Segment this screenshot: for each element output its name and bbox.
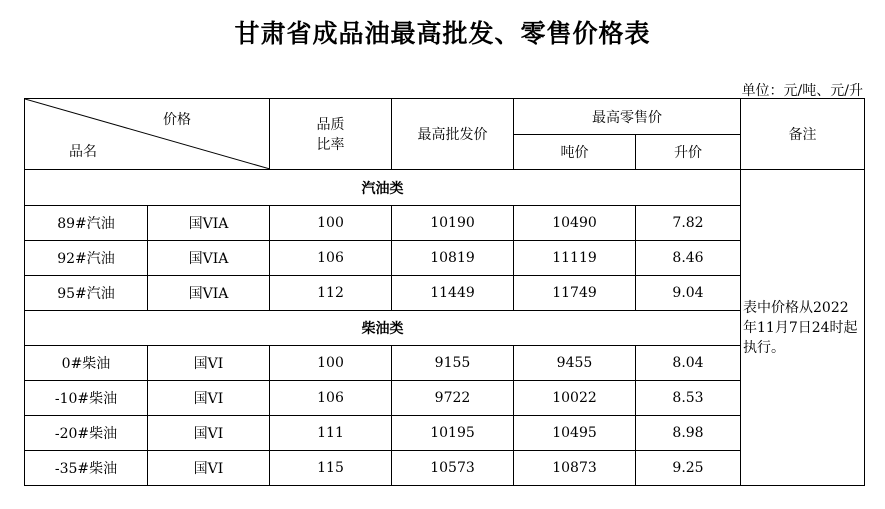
quality-ratio: 115	[270, 451, 392, 486]
retail-price-ton: 10490	[514, 206, 636, 241]
header-quality-ratio	[270, 99, 392, 170]
header-wholesale: 最高批发价	[392, 99, 514, 170]
header-ratio: 比率	[316, 137, 345, 153]
emission-standard: 国VI	[148, 381, 270, 416]
product-name: 92#汽油	[25, 241, 148, 276]
header-per-liter: 升价	[636, 135, 741, 170]
retail-price-ton: 11119	[514, 241, 636, 276]
retail-price-liter: 8.04	[636, 346, 741, 381]
product-name: 95#汽油	[25, 276, 148, 311]
table-row	[25, 241, 865, 276]
table-row	[25, 206, 865, 241]
page-title: 甘肃省成品油最高批发、零售价格表	[234, 19, 651, 48]
emission-standard: 国VIA	[148, 241, 270, 276]
product-name: -20#柴油	[25, 416, 148, 451]
retail-price-ton: 10873	[514, 451, 636, 486]
quality-ratio: 100	[270, 346, 392, 381]
quality-ratio: 112	[270, 276, 392, 311]
table-row	[25, 381, 865, 416]
price-table	[24, 98, 865, 486]
table-row	[25, 451, 865, 486]
product-name: -35#柴油	[25, 451, 148, 486]
table-row	[25, 416, 865, 451]
diagonal-line	[25, 99, 270, 169]
header-retail: 最高零售价	[514, 99, 741, 135]
quality-ratio: 106	[270, 241, 392, 276]
retail-price-ton: 10022	[514, 381, 636, 416]
unit-label: 单位：元/吨、元/升	[741, 83, 863, 99]
retail-price-ton: 11749	[514, 276, 636, 311]
emission-standard: 国VIA	[148, 206, 270, 241]
retail-price-liter: 9.25	[636, 451, 741, 486]
wholesale-price: 10190	[392, 206, 514, 241]
wholesale-price: 10195	[392, 416, 514, 451]
table-row	[25, 346, 865, 381]
wholesale-price: 9722	[392, 381, 514, 416]
emission-standard: 国VI	[148, 451, 270, 486]
retail-price-liter: 8.53	[636, 381, 741, 416]
retail-price-liter: 8.46	[636, 241, 741, 276]
section-gasoline: 汽油类	[25, 170, 741, 206]
wholesale-price: 10819	[392, 241, 514, 276]
retail-price-liter: 9.04	[636, 276, 741, 311]
emission-standard: 国VI	[148, 416, 270, 451]
product-name: 0#柴油	[25, 346, 148, 381]
wholesale-price: 11449	[392, 276, 514, 311]
quality-ratio: 106	[270, 381, 392, 416]
retail-price-liter: 7.82	[636, 206, 741, 241]
table-row	[25, 276, 865, 311]
retail-price-liter: 8.98	[636, 416, 741, 451]
remark-note: 表中价格从2022年11月7日24时起执行。	[741, 170, 865, 486]
header-quality: 品质	[316, 117, 345, 133]
header-per-ton: 吨价	[514, 135, 636, 170]
wholesale-price: 10573	[392, 451, 514, 486]
quality-ratio: 100	[270, 206, 392, 241]
header-remark: 备注	[741, 99, 865, 170]
section-diesel: 柴油类	[25, 311, 741, 346]
emission-standard: 国VI	[148, 346, 270, 381]
emission-standard: 国VIA	[148, 276, 270, 311]
header-price: 价格	[163, 112, 191, 128]
header-product: 品名	[69, 144, 97, 160]
product-name: 89#汽油	[25, 206, 148, 241]
wholesale-price: 9155	[392, 346, 514, 381]
retail-price-ton: 9455	[514, 346, 636, 381]
product-name: -10#柴油	[25, 381, 148, 416]
header-diagonal-cell	[25, 99, 270, 170]
quality-ratio: 111	[270, 416, 392, 451]
retail-price-ton: 10495	[514, 416, 636, 451]
